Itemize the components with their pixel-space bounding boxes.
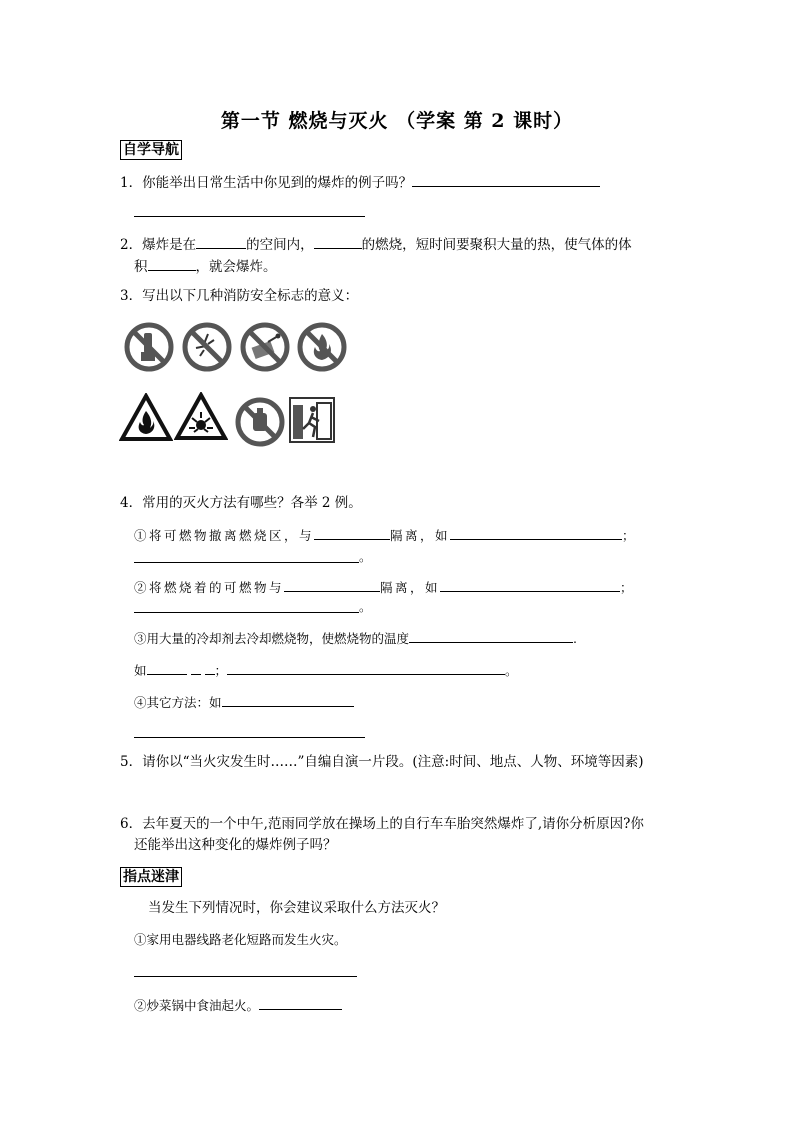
case-2-text: ②炒菜锅中食油起火。 — [134, 998, 260, 1013]
question-2-text-d: 积 — [134, 259, 148, 275]
question-6-line1: 6．去年夏天的一个中午,范雨同学放在操场上的自行车车胎突然爆炸了,请你分析原因?你 — [120, 816, 644, 832]
page-title: 第一节 燃烧与灭火 （学案 第 2 课时） — [220, 110, 574, 132]
emergency-exit-icon — [289, 397, 335, 443]
explosive-warning-icon — [174, 392, 228, 442]
answer-line[interactable] — [134, 976, 357, 977]
section-heading-tips: 指点迷津 — [120, 867, 182, 887]
question-6-line2: 还能举出这种变化的爆炸例子吗？ — [134, 837, 337, 853]
method-1-text-c: ； — [622, 528, 638, 543]
answer-blank[interactable] — [259, 995, 342, 1010]
question-1 — [120, 172, 600, 192]
question-2-text-a: 2．爆炸是在 — [120, 237, 197, 253]
answer-line[interactable] — [134, 216, 365, 217]
question-2-line2 — [134, 256, 277, 276]
flammable-warning-icon — [119, 393, 173, 443]
semicolon: ； — [214, 663, 228, 678]
answer-blank[interactable] — [284, 577, 380, 592]
answer-blank[interactable] — [227, 660, 505, 675]
tips-intro: 当发生下列情况时，你会建议采取什么方法灭火？ — [148, 900, 445, 916]
method-3-text-a: ③用大量的冷却剂去冷却燃烧物，使燃烧物的温度 — [134, 631, 410, 646]
no-fireworks-icon — [180, 320, 234, 374]
period: 。 — [359, 599, 372, 614]
method-4-text: ④其它方法：如 — [134, 695, 222, 710]
question-4: 4．常用的灭火方法有哪些？各举 2 例。 — [120, 495, 362, 511]
method-4 — [134, 692, 354, 712]
answer-blank[interactable] — [409, 628, 573, 643]
answer-blank[interactable] — [412, 172, 600, 187]
answer-blank[interactable] — [314, 525, 390, 540]
question-2-line1 — [120, 234, 632, 254]
period: . — [573, 631, 577, 646]
question-2-text-b: 的空间内， — [246, 237, 314, 253]
method-3-text-b: 如 — [134, 663, 147, 678]
method-2-text-c: ； — [620, 580, 636, 595]
answer-line[interactable] — [134, 612, 359, 613]
question-2-text-e: ，就会爆炸。 — [195, 259, 277, 275]
no-open-flame-icon — [295, 320, 349, 374]
method-3-line1 — [134, 628, 577, 648]
no-matches-icon — [238, 320, 292, 374]
period: 。 — [505, 663, 518, 678]
method-3-line2 — [134, 660, 518, 680]
answer-blank[interactable] — [314, 234, 362, 249]
answer-blank[interactable] — [205, 660, 215, 675]
question-1-text: 1．你能举出日常生活中你见到的爆炸的例子吗？ — [120, 175, 413, 191]
method-1-line1 — [134, 525, 637, 545]
question-2-text-c: 的燃烧，短时间要聚积大量的热，使气体的体 — [361, 237, 632, 253]
no-flammable-gas-icon — [233, 395, 287, 449]
method-1-text-a: ①将可燃物撤离燃烧区，与 — [134, 528, 315, 543]
answer-blank[interactable] — [440, 577, 620, 592]
case-1: ①家用电器线路老化短路而发生火灾。 — [134, 932, 347, 947]
no-lighters-icon — [122, 320, 176, 374]
answer-blank[interactable] — [222, 692, 354, 707]
answer-line[interactable] — [134, 737, 365, 738]
method-1-text-b: 隔离，如 — [390, 528, 451, 543]
answer-blank[interactable] — [196, 234, 246, 249]
period: 。 — [359, 549, 372, 564]
answer-blank[interactable] — [450, 525, 622, 540]
answer-blank[interactable] — [148, 256, 196, 271]
section-heading-self-study: 自学导航 — [120, 140, 182, 160]
answer-line[interactable] — [134, 562, 359, 563]
question-3: 3．写出以下几种消防安全标志的意义： — [120, 288, 359, 304]
method-2-line1 — [134, 577, 635, 597]
method-2-text-b: 隔离，如 — [380, 580, 441, 595]
case-2 — [134, 995, 342, 1015]
question-5: 5．请你以“当火灾发生时……”自编自演一片段。(注意:时间、地点、人物、环境等因素) — [120, 754, 644, 770]
answer-blank[interactable] — [147, 660, 187, 675]
method-2-text-a: ②将燃烧着的可燃物与 — [134, 580, 285, 595]
answer-blank[interactable] — [191, 660, 201, 675]
